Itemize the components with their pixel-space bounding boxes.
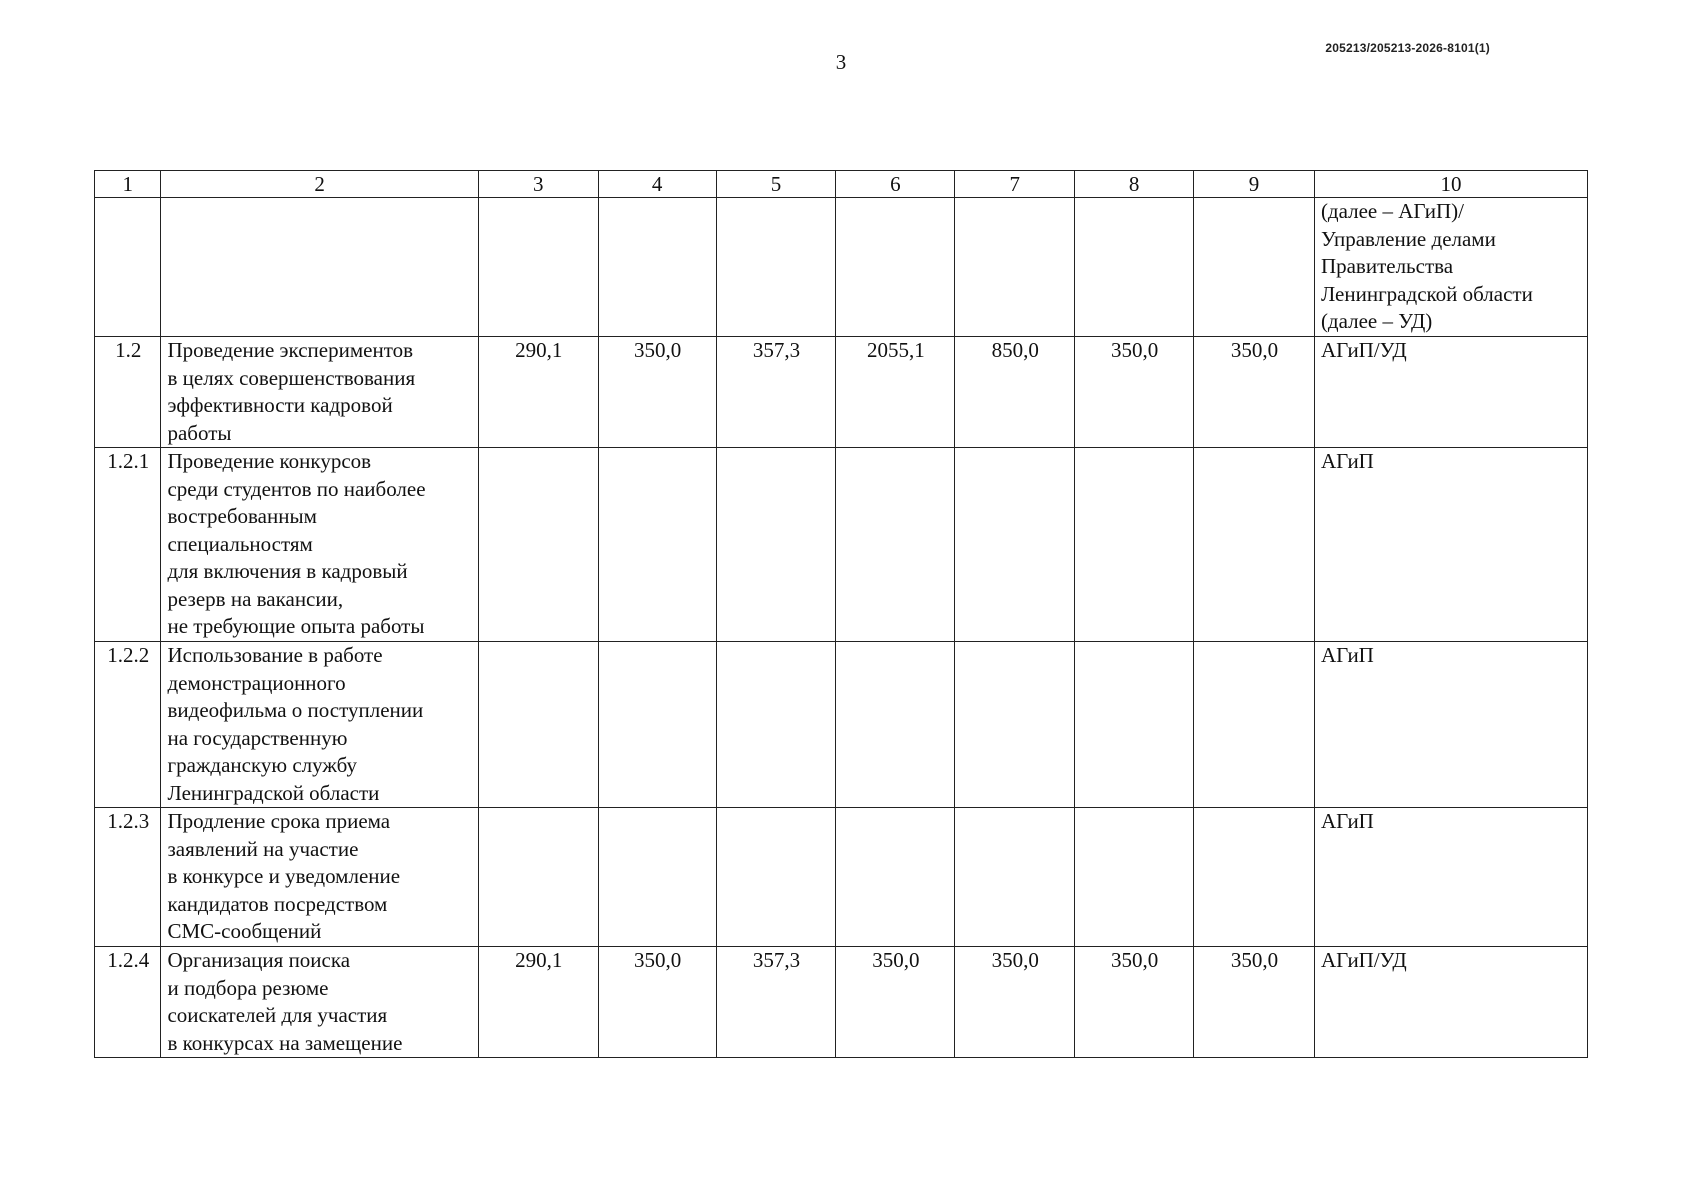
value-cell: 350,0 [1075,337,1194,448]
document-id: 205213/205213-2026-8101(1) [1325,41,1490,55]
value-cell: 850,0 [955,337,1075,448]
description-line: в конкурсе и уведомление [167,864,401,888]
value-cell [955,448,1075,642]
row-executor [1314,947,1587,1058]
description-line: соискателей для участия [167,1003,388,1027]
value-cell: 357,3 [716,947,836,1058]
program-table [94,170,1588,1058]
value-cell: 350,0 [955,947,1075,1058]
description-line: видеофильма о поступлении [167,698,424,722]
column-header: 2 [161,171,478,198]
row-executor [1314,337,1587,448]
description-line: эффективности кадровой [167,393,393,417]
value-cell [1075,642,1194,808]
value-cell [836,808,955,947]
value-cell [598,808,716,947]
value-cell: 350,0 [1075,947,1194,1058]
row-description [161,448,478,642]
executor-line: Правительства [1320,254,1454,278]
row-executor [1314,448,1587,642]
value-cell: 350,0 [598,337,716,448]
value-cell [598,198,716,337]
value-cell: 357,3 [716,337,836,448]
row-number: 1.2.4 [95,947,161,1058]
value-cell [478,642,598,808]
description-line: не требующие опыта работы [167,614,425,638]
value-cell [716,642,836,808]
description-line: резерв на вакансии, [167,586,344,611]
value-cell: 290,1 [478,947,598,1058]
description-line: и подбора резюме [167,975,329,1000]
row-number [95,198,161,337]
row-number: 1.2.3 [95,808,161,947]
description-line: кандидатов посредством [167,891,388,916]
column-header: 1 [95,171,161,198]
description-line: Ленинградской области [167,780,380,805]
value-cell [955,808,1075,947]
value-cell [1075,198,1194,337]
description-line: для включения в кадровый [167,559,408,583]
description-line: среди студентов по наиболее [167,476,426,501]
value-cell [1075,448,1194,642]
description-line: в целях совершенствования [167,365,416,390]
executor-line: (далее – АГиП)/ [1320,199,1464,223]
value-cell: 350,0 [1194,947,1315,1058]
value-cell [716,198,836,337]
value-cell: 2055,1 [836,337,955,448]
value-cell: 350,0 [598,947,716,1058]
executor-line: АГиП/УД [1320,948,1407,972]
value-cell [1194,808,1315,947]
description-line: на государственную [167,725,348,750]
row-number: 1.2.1 [95,448,161,642]
column-header: 4 [598,171,716,198]
row-description [161,808,478,947]
description-line: Проведение конкурсов [167,449,372,473]
value-cell [716,808,836,947]
table-header-row [95,171,1588,198]
value-cell [478,198,598,337]
row-description [161,947,478,1058]
description-line: Проведение экспериментов [167,338,414,362]
column-header: 7 [955,171,1075,198]
value-cell [955,642,1075,808]
value-cell [598,448,716,642]
column-header: 3 [478,171,598,198]
value-cell [836,448,955,642]
description-line: СМС-сообщений [167,919,322,943]
description-line: специальностям [167,531,313,556]
column-header: 8 [1075,171,1194,198]
executor-line: (далее – УД) [1320,309,1433,333]
table-row [95,448,1588,642]
row-description [161,198,478,337]
value-cell [716,448,836,642]
description-line: гражданскую службу [167,753,357,777]
value-cell: 350,0 [1194,337,1315,448]
value-cell [598,642,716,808]
value-cell [1194,198,1315,337]
page-number: 3 [835,50,847,74]
row-executor [1314,198,1587,337]
table-row [95,337,1588,448]
value-cell [1075,808,1194,947]
value-cell [478,448,598,642]
executor-line: АГиП/УД [1320,338,1407,362]
description-line: Продление срока приема [167,809,391,833]
row-description [161,642,478,808]
description-line: работы [167,420,232,445]
row-number: 1.2.2 [95,642,161,808]
row-executor [1314,642,1587,808]
table-row [95,947,1588,1058]
executor-line: АГиП [1320,449,1374,473]
description-line: заявлений на участие [167,836,359,861]
table-row [95,198,1588,337]
column-header: 10 [1314,171,1587,198]
description-line: в конкурсах на замещение [167,1030,403,1055]
description-line: Организация поиска [167,948,351,972]
value-cell [836,642,955,808]
column-header: 5 [716,171,836,198]
column-header: 6 [836,171,955,198]
row-description [161,337,478,448]
value-cell [1194,642,1315,808]
table-row [95,642,1588,808]
value-cell [955,198,1075,337]
row-number: 1.2 [95,337,161,448]
description-line: востребованным [167,504,317,528]
table-row [95,808,1588,947]
executor-line: АГиП [1320,809,1374,833]
executor-line: Управление делами [1320,226,1496,251]
description-line: демонстрационного [167,670,346,695]
executor-line: Ленинградской области [1320,281,1533,306]
value-cell: 290,1 [478,337,598,448]
column-header: 9 [1194,171,1315,198]
value-cell [478,808,598,947]
value-cell: 350,0 [836,947,955,1058]
executor-line: АГиП [1320,643,1374,667]
value-cell [836,198,955,337]
description-line: Использование в работе [167,643,383,667]
value-cell [1194,448,1315,642]
row-executor [1314,808,1587,947]
